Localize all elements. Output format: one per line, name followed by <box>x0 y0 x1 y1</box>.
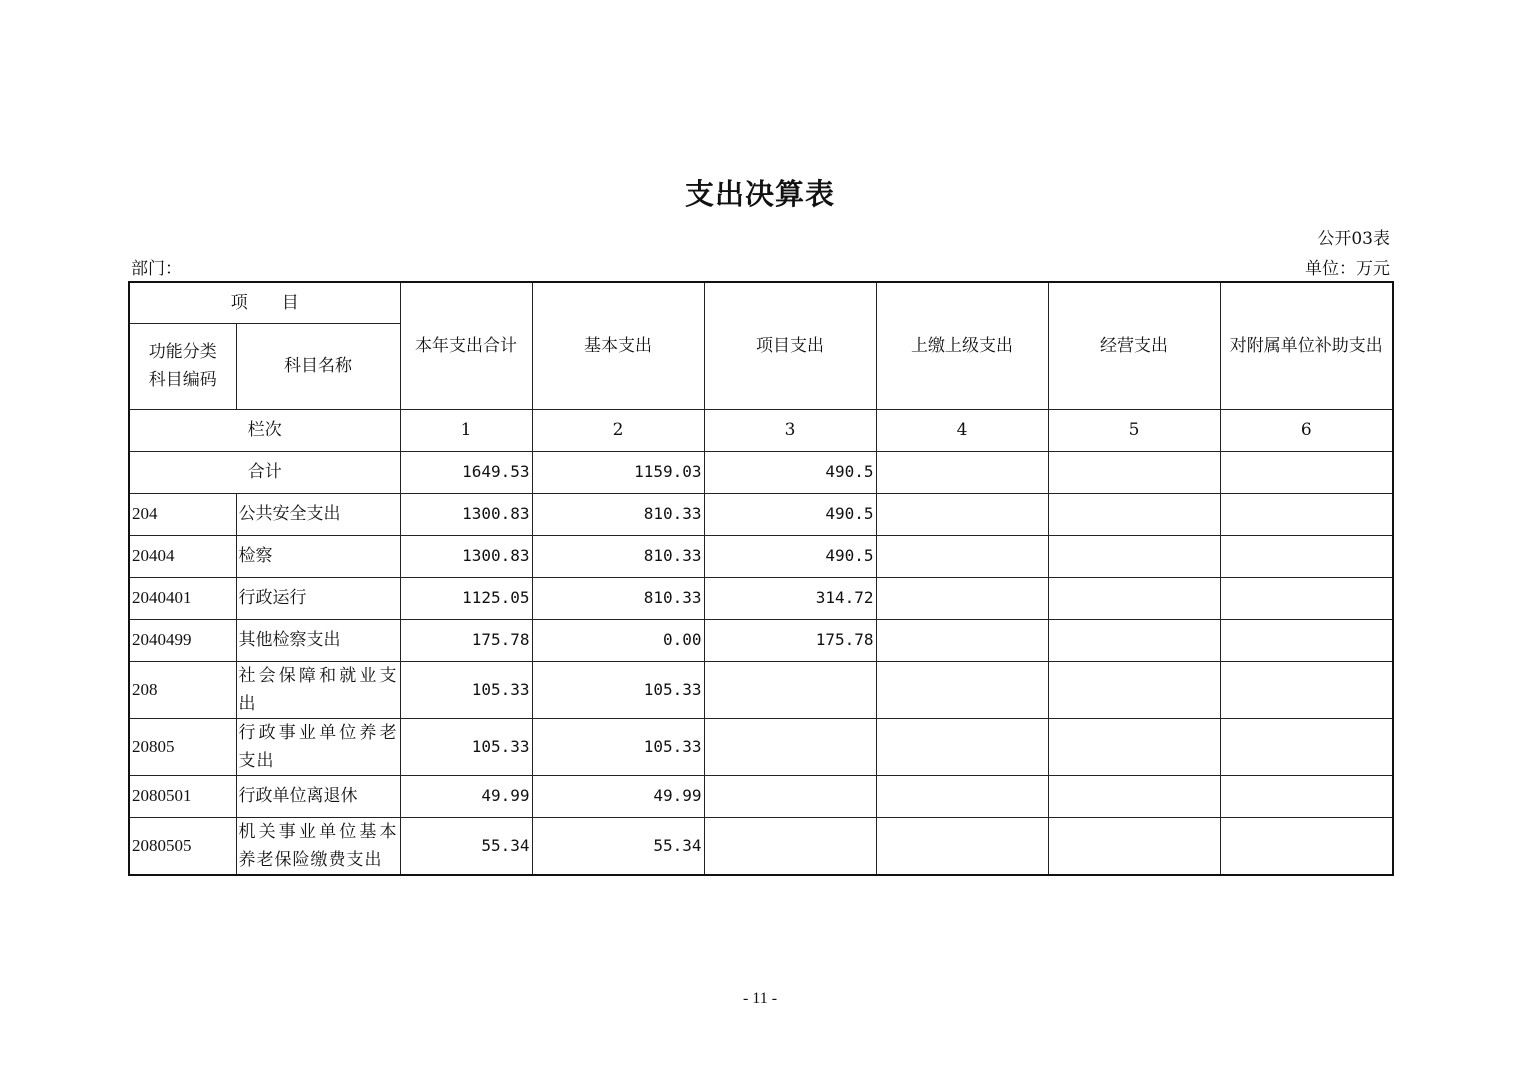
row-code: 2080505 <box>129 817 236 875</box>
table-row <box>129 718 1393 775</box>
header-total: 本年支出合计 <box>400 282 532 409</box>
total-cell: 490.5 <box>704 451 876 493</box>
header-basic: 基本支出 <box>532 282 704 409</box>
total-row <box>129 451 1393 493</box>
column-index-cell: 5 <box>1048 409 1220 451</box>
header-subsidy: 对附属单位补助支出 <box>1220 282 1393 409</box>
row-cell <box>1220 661 1393 718</box>
row-cell: 314.72 <box>704 577 876 619</box>
header-subject-name: 科目名称 <box>236 323 400 409</box>
table-row <box>129 619 1393 661</box>
table-row <box>129 577 1393 619</box>
row-cell <box>1220 817 1393 875</box>
row-cell <box>1048 535 1220 577</box>
row-cell <box>1220 718 1393 775</box>
row-cell <box>1048 577 1220 619</box>
header-business: 经营支出 <box>1048 282 1220 409</box>
row-code: 2040499 <box>129 619 236 661</box>
row-cell <box>1220 775 1393 817</box>
row-name: 社会保障和就业支出 <box>236 661 400 718</box>
row-cell <box>1220 619 1393 661</box>
row-cell: 55.34 <box>400 817 532 875</box>
row-cell: 810.33 <box>532 577 704 619</box>
row-cell: 49.99 <box>400 775 532 817</box>
row-cell <box>1220 535 1393 577</box>
row-cell: 810.33 <box>532 535 704 577</box>
form-number: 公开03表 <box>1317 229 1390 249</box>
department-label: 部门： <box>131 259 182 279</box>
table-row <box>129 775 1393 817</box>
row-name: 行政事业单位养老支出 <box>236 718 400 775</box>
row-cell <box>1220 577 1393 619</box>
row-cell <box>876 718 1048 775</box>
total-cell: 1649.53 <box>400 451 532 493</box>
row-cell <box>1048 619 1220 661</box>
total-cell <box>1048 451 1220 493</box>
row-code: 20805 <box>129 718 236 775</box>
row-cell: 175.78 <box>704 619 876 661</box>
row-code: 208 <box>129 661 236 718</box>
row-code: 204 <box>129 493 236 535</box>
row-name: 行政运行 <box>236 577 400 619</box>
row-cell: 105.33 <box>532 661 704 718</box>
total-label: 合计 <box>129 451 400 493</box>
column-index-row <box>129 409 1393 451</box>
column-index-cell: 6 <box>1220 409 1393 451</box>
row-cell <box>876 535 1048 577</box>
row-code: 20404 <box>129 535 236 577</box>
column-index-cell: 4 <box>876 409 1048 451</box>
header-func-code: 功能分类科目编码 <box>129 323 236 409</box>
row-cell: 490.5 <box>704 493 876 535</box>
row-cell: 49.99 <box>532 775 704 817</box>
row-cell: 105.33 <box>400 661 532 718</box>
unit-label: 单位：万元 <box>1305 259 1390 279</box>
column-index-cell: 1 <box>400 409 532 451</box>
row-code: 2080501 <box>129 775 236 817</box>
row-cell <box>876 775 1048 817</box>
table-row <box>129 817 1393 875</box>
row-cell <box>704 817 876 875</box>
row-cell <box>876 661 1048 718</box>
row-cell: 1125.05 <box>400 577 532 619</box>
row-cell <box>1220 493 1393 535</box>
row-cell <box>1048 817 1220 875</box>
table-row <box>129 535 1393 577</box>
row-cell: 1300.83 <box>400 535 532 577</box>
row-cell: 105.33 <box>532 718 704 775</box>
row-name: 行政单位离退休 <box>236 775 400 817</box>
row-cell <box>876 577 1048 619</box>
row-cell: 175.78 <box>400 619 532 661</box>
total-cell: 1159.03 <box>532 451 704 493</box>
total-cell <box>1220 451 1393 493</box>
row-cell <box>704 661 876 718</box>
row-cell: 810.33 <box>532 493 704 535</box>
row-cell <box>1048 661 1220 718</box>
row-code: 2040401 <box>129 577 236 619</box>
row-cell: 55.34 <box>532 817 704 875</box>
column-index-cell: 3 <box>704 409 876 451</box>
row-cell <box>704 718 876 775</box>
row-cell <box>876 817 1048 875</box>
row-cell <box>704 775 876 817</box>
row-name: 其他检察支出 <box>236 619 400 661</box>
expenditure-table <box>128 281 1394 876</box>
row-name: 检察 <box>236 535 400 577</box>
row-cell <box>1048 775 1220 817</box>
row-cell: 0.00 <box>532 619 704 661</box>
column-index-label: 栏次 <box>129 409 400 451</box>
row-cell <box>876 619 1048 661</box>
header-project-expenditure: 项目支出 <box>704 282 876 409</box>
row-cell: 105.33 <box>400 718 532 775</box>
row-name: 机关事业单位基本养老保险缴费支出 <box>236 817 400 875</box>
table-row <box>129 493 1393 535</box>
row-cell <box>876 493 1048 535</box>
header-project: 项 目 <box>129 282 400 323</box>
row-cell: 1300.83 <box>400 493 532 535</box>
column-index-cell: 2 <box>532 409 704 451</box>
table-row <box>129 661 1393 718</box>
page-title: 支出决算表 <box>684 177 835 211</box>
row-name: 公共安全支出 <box>236 493 400 535</box>
header-upper-payment: 上缴上级支出 <box>876 282 1048 409</box>
row-cell <box>1048 493 1220 535</box>
total-cell <box>876 451 1048 493</box>
row-cell: 490.5 <box>704 535 876 577</box>
header-row-project <box>129 282 1393 323</box>
row-cell <box>1048 718 1220 775</box>
page-number: - 11 - <box>742 990 778 1007</box>
